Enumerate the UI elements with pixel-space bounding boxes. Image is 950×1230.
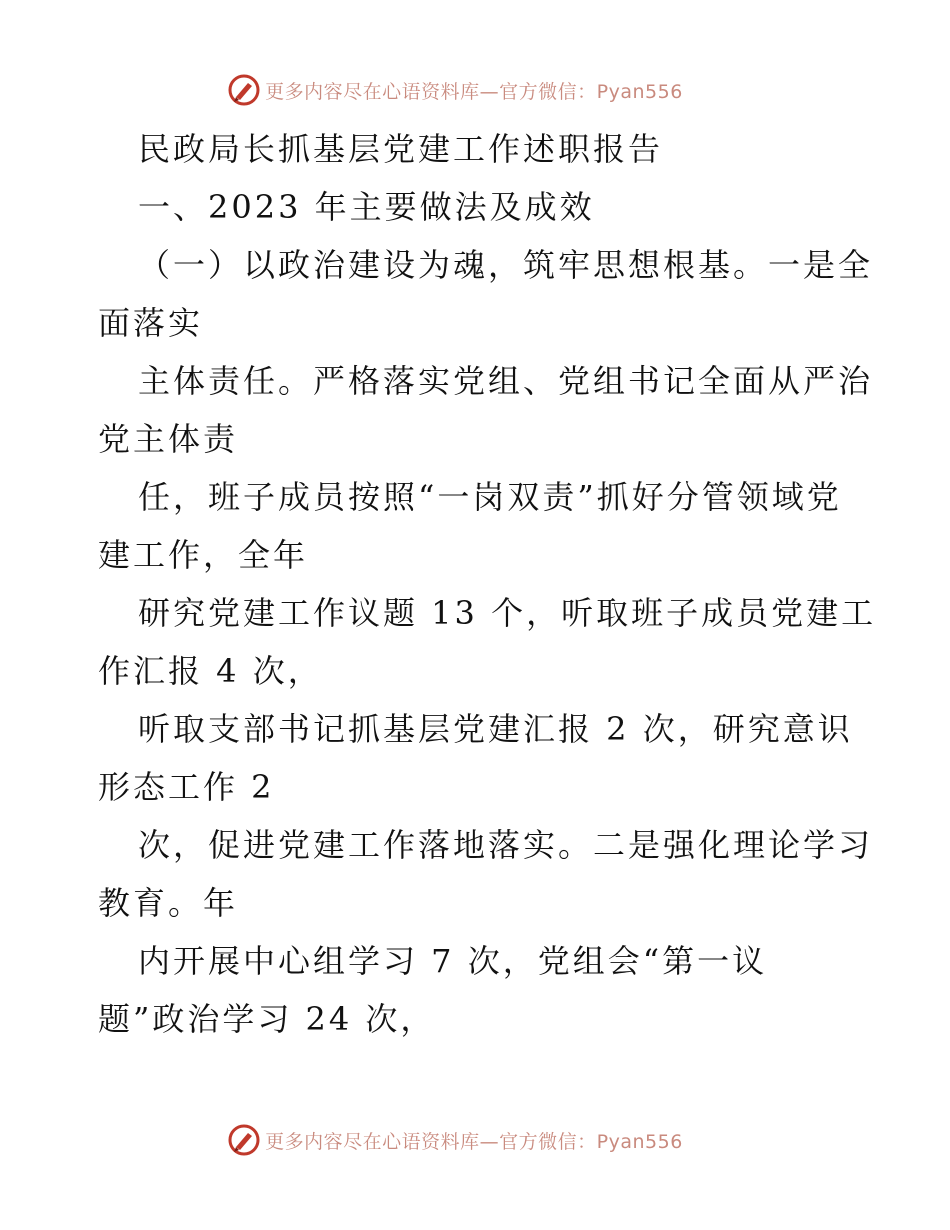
- text-line: 形态工作 2: [98, 768, 275, 806]
- text-line: 题”政治学习 24 次，: [98, 1000, 436, 1038]
- text-line: 民政局长抓基层党建工作述职报告: [138, 130, 664, 168]
- pen-logo-icon: [227, 1123, 261, 1157]
- text-line: （一）以政治建设为魂，筑牢思想根基。一是全: [138, 246, 874, 284]
- text-line: 主体责任。严格落实党组、党组书记全面从严治: [138, 362, 874, 400]
- text-line: 党主体责: [98, 420, 239, 458]
- pen-logo-icon: [227, 73, 261, 107]
- text-line: 一、2023 年主要做法及成效: [138, 188, 595, 226]
- watermark-text: 更多内容尽在心语资料库—官方微信：Pyan556: [265, 1130, 683, 1153]
- text-line: 研究党建工作议题 13 个，听取班子成员党建工: [138, 594, 877, 632]
- text-line: 建工作，全年: [98, 536, 309, 574]
- text-line: 听取支部书记抓基层党建汇报 2 次，研究意识: [138, 710, 853, 748]
- text-line: 面落实: [98, 304, 204, 342]
- text-line: 内开展中心组学习 7 次，党组会“第一议: [138, 942, 768, 980]
- text-line: 教育。年: [98, 884, 239, 922]
- text-line: 次，促进党建工作落地落实。二是强化理论学习: [138, 826, 874, 864]
- watermark-text: 更多内容尽在心语资料库—官方微信：Pyan556: [265, 80, 683, 103]
- text-line: 作汇报 4 次，: [98, 652, 323, 690]
- footer-watermark: [0, 1120, 950, 1160]
- header-watermark: [0, 70, 950, 110]
- text-line: 任，班子成员按照“一岗双责”抓好分管领域党: [138, 478, 842, 516]
- document-body: [98, 120, 877, 1048]
